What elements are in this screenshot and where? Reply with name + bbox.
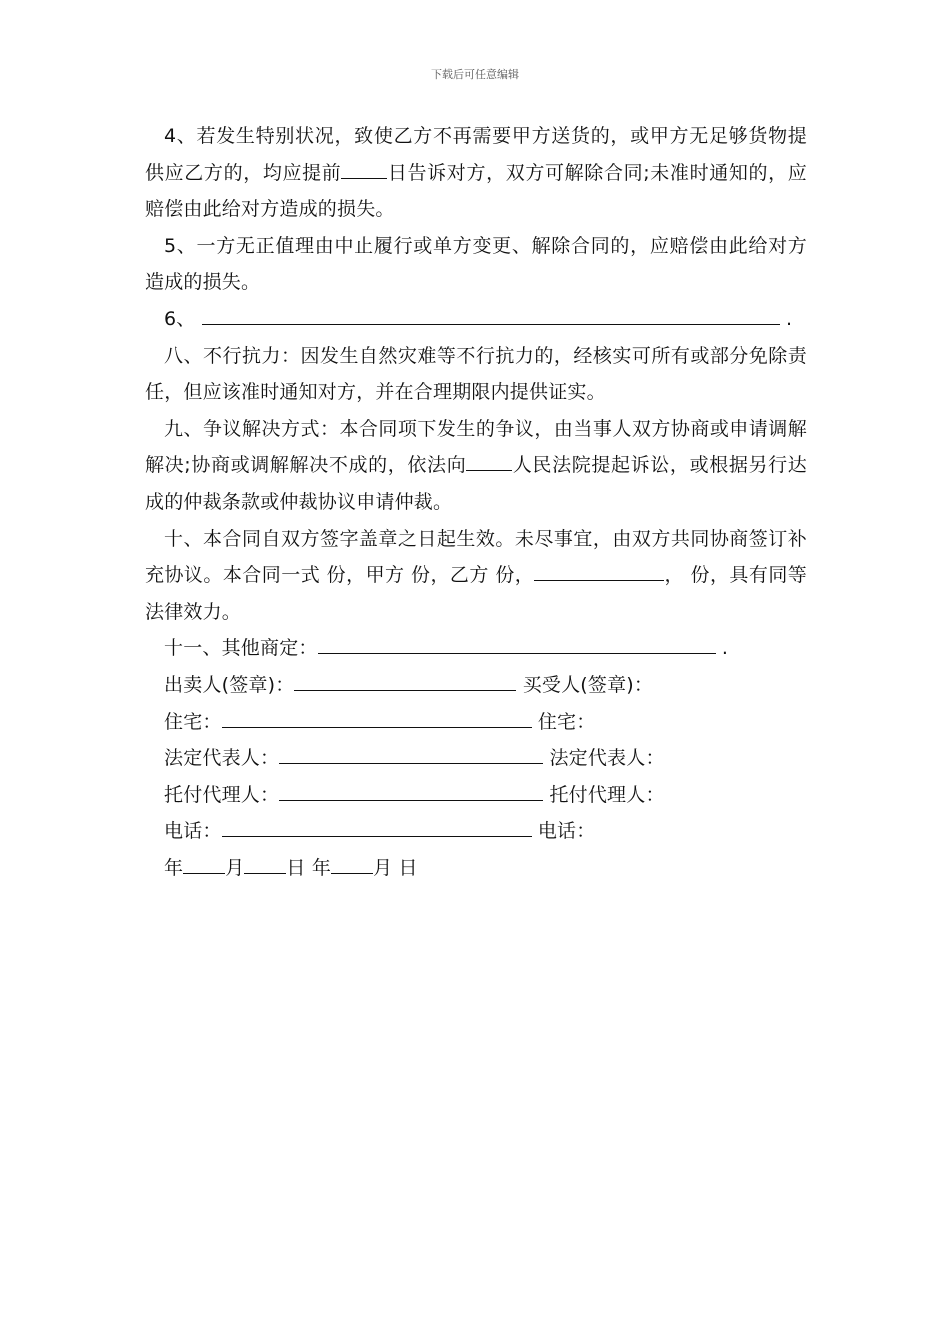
sig-row-address: 住宅： 住宅： xyxy=(164,710,596,733)
clause-5: 5、一方无正值理由中止履行或单方变更、解除合同的，应赔偿由此给对方造成的损失。 xyxy=(145,234,807,294)
clause-6: 6、 . xyxy=(164,307,793,330)
day-blank-a[interactable] xyxy=(244,855,286,874)
contract-body xyxy=(145,118,807,886)
court-name-blank[interactable] xyxy=(466,452,512,471)
clause-11: 十一、其他商定： . xyxy=(164,637,729,660)
clause-9: 九、争议解决方式：本合同项下发生的争议，由当事人双方协商或申请调解解决;协商或调解解决不成的，依法向 人民法院提起诉讼，或根据另行达成的仲裁条款或仲裁协议申请仲裁。 xyxy=(145,417,807,513)
seller-signature-blank[interactable] xyxy=(294,672,516,691)
clause-10: 十、本合同自双方签字盖章之日起生效。未尽事宜，由双方共同协商签订补充协议。本合同一式 份，甲方 份，乙方 份， ， 份，具有同等法律效力。 xyxy=(145,527,807,623)
seller-phone-blank[interactable] xyxy=(222,818,532,837)
copies-blank-a[interactable] xyxy=(534,562,644,581)
sig-row-legal-rep: 法定代表人： 法定代表人： xyxy=(164,747,665,770)
page-header: 下载后可任意编辑 xyxy=(431,68,519,81)
clause-4: 4、若发生特别状况，致使乙方不再需要甲方送货的，或甲方无足够货物提供应乙方的，均应提前 日告诉对方，双方可解除合同;未准时通知的，应赔偿由此给对方造成的损失。 xyxy=(145,125,807,221)
clause-6-blank[interactable] xyxy=(202,306,780,325)
sig-row-agent: 托付代理人： 托付代理人： xyxy=(164,783,665,806)
month-blank-b[interactable] xyxy=(331,855,373,874)
other-terms-blank[interactable] xyxy=(318,635,716,654)
copies-blank-b[interactable] xyxy=(644,562,664,581)
seller-legal-rep-blank[interactable] xyxy=(279,745,543,764)
month-blank-a[interactable] xyxy=(183,855,225,874)
seller-address-blank[interactable] xyxy=(222,709,532,728)
clause-8: 八、不行抗力：因发生自然灾难等不行抗力的，经核实可所有或部分免除责任，但应该准时通知对方，并在合理期限内提供证实。 xyxy=(145,344,807,404)
notice-days-blank[interactable] xyxy=(341,160,387,179)
sig-row-seller: 出卖人(签章)： 买受人(签章)： xyxy=(164,673,654,696)
sig-row-phone: 电话： 电话： xyxy=(164,820,596,843)
sig-row-date: 年 月 日 年 月 日 xyxy=(164,856,418,879)
seller-agent-blank[interactable] xyxy=(279,782,543,801)
